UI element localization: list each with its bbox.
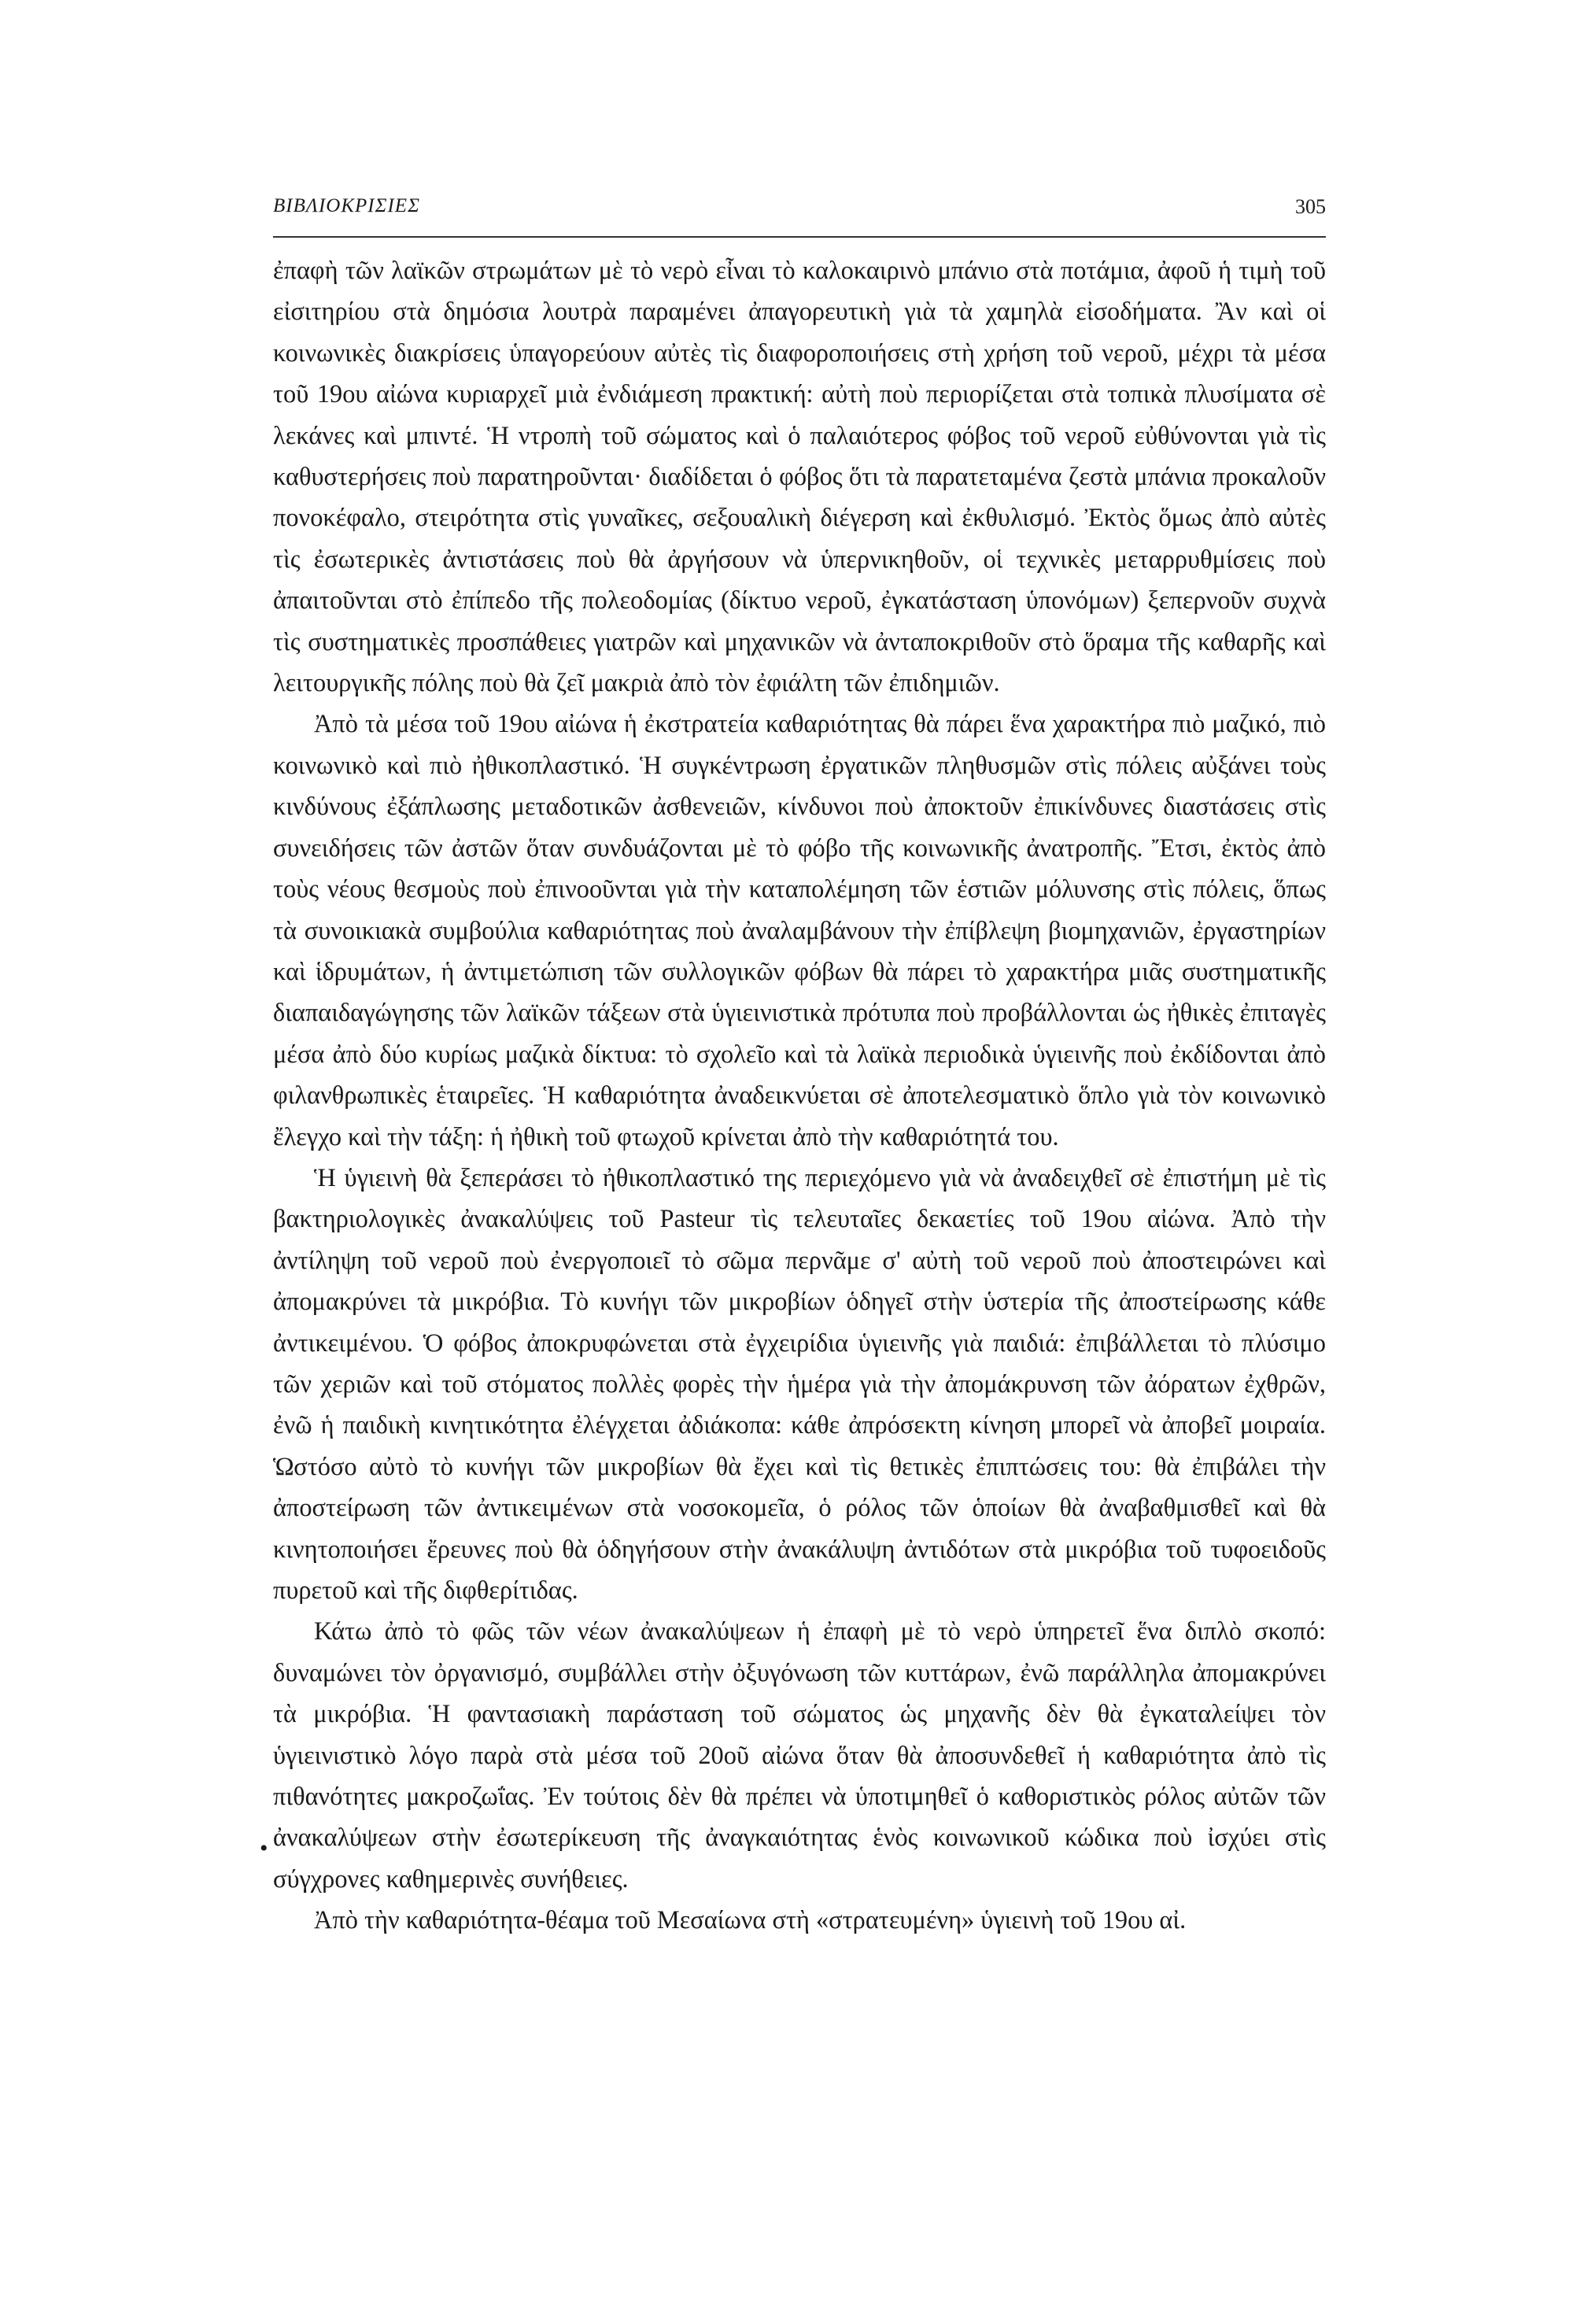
running-title: ΒΙΒΛΙΟΚΡΙΣΙΕΣ	[273, 195, 420, 216]
paragraph-5: Ἀπὸ τὴν καθαριότητα-θέαμα τοῦ Μεσαίωνα στὴ «στρατευμένη» ὑγιεινὴ τοῦ 19ου αἰ.	[314, 1906, 1187, 1935]
header-rule	[273, 236, 1326, 238]
paragraph-4: Κάτω ἀπὸ τὸ φῶς τῶν νέων ἀνακαλύψεων ἡ ἐπαφὴ μὲ τὸ νερὸ ὑπηρετεῖ ἕνα διπλὸ σκοπό: δυναμώνει τὸν ὀργανισμό, συμβάλλει στὴν ὀξυγόνωση τῶν κυττάρων, ἐνῶ παράλληλα ἀπομακρύνει τὰ μικρόβια. Ἡ φαντασιακὴ παράσταση τοῦ σώματος ὡς μηχανῆς δὲν θὰ ἐγκαταλείψει τὸν ὑγιεινιστικὸ λόγο παρὰ στὰ μέσα τοῦ 20οῦ αἰώνα ὅταν θὰ ἀποσυνδεθεῖ ἡ καθαριότητα ἀπὸ τὶς πιθανότητες μακροζωΐας. Ἐν τούτοις δὲν θὰ πρέπει νὰ ὑποτιμηθεῖ ὁ καθοριστικὸς ρόλος αὐτῶν τῶν ἀνακαλύψεων στὴν ἐσωτερίκευση τῆς ἀναγκαιότητας ἑνὸς κοινωνικοῦ κώδικα ποὺ ἰσχύει στὶς σύγχρονες καθημερινὲς συνήθειες.	[273, 1617, 1326, 1894]
paragraph-3: Ἡ ὑγιεινὴ θὰ ξεπεράσει τὸ ἠθικοπλαστικό της περιεχόμενο γιὰ νὰ ἀναδειχθεῖ σὲ ἐπιστήμη μὲ τὶς βακτηριολογικὲς ἀνακαλύψεις τοῦ Pasteur τὶς τελευταῖες δεκαετίες τοῦ 19ου αἰώνα. Ἀπὸ τὴν ἀντίληψη τοῦ νεροῦ ποὺ ἐνεργοποιεῖ τὸ σῶμα περνᾶμε σ' αὐτὴ τοῦ νεροῦ ποὺ ἀποστειρώνει καὶ ἀπομακρύνει τὰ μικρόβια. Τὸ κυνήγι τῶν μικροβίων ὁδηγεῖ στὴν ὑστερία τῆς ἀποστείρωσης κάθε ἀντικειμένου. Ὁ φόβος ἀποκρυφώνεται στὰ ἐγχειρίδια ὑγιεινῆς γιὰ παιδιά: ἐπιβάλλεται τὸ πλύσιμο τῶν χεριῶν καὶ τοῦ στόματος πολλὲς φορὲς τὴν ἡμέρα γιὰ τὴν ἀπομάκρυνση τῶν ἀόρατων ἐχθρῶν, ἐνῶ ἡ παιδικὴ κινητικότητα ἐλέγχεται ἀδιάκοπα: κάθε ἀπρόσεκτη κίνηση μπορεῖ νὰ ἀποβεῖ μοιραία. Ὡστόσο αὐτὸ τὸ κυνήγι τῶν μικροβίων θὰ ἔχει καὶ τὶς θετικὲς ἐπιπτώσεις του: θὰ ἐπιβάλει τὴν ἀποστείρωση τῶν ἀντικειμένων στὰ νοσοκομεῖα, ὁ ρόλος τῶν ὁποίων θὰ ἀναβαθμισθεῖ καὶ θὰ κινητοποιήσει ἔρευνες ποὺ θὰ ὁδηγήσουν στὴν ἀνακάλυψη ἀντιδότων στὰ μικρόβια τοῦ τυφοειδοῦς πυρετοῦ καὶ τῆς διφθερίτιδας.	[273, 1163, 1326, 1605]
paragraph-1: ἐπαφὴ τῶν λαϊκῶν στρωμάτων μὲ τὸ νερὸ εἶναι τὸ καλοκαιρινὸ μπάνιο στὰ ποτάμια, ἀφοῦ ἡ τιμὴ τοῦ εἰσιτηρίου στὰ δημόσια λουτρὰ παραμένει ἀπαγορευτικὴ γιὰ τὰ χαμηλὰ εἰσοδήματα. Ἂν καὶ οἱ κοινωνικὲς διακρίσεις ὑπαγορεύουν αὐτὲς τὶς διαφοροποιήσεις στὴ χρήση τοῦ νεροῦ, μέχρι τὰ μέσα τοῦ 19ου αἰώνα κυριαρχεῖ μιὰ ἐνδιάμεση πρακτική: αὐτὴ ποὺ περιορίζεται στὰ τοπικὰ πλυσίματα σὲ λεκάνες καὶ μπιντέ. Ἡ ντροπὴ τοῦ σώματος καὶ ὁ παλαιότερος φόβος τοῦ νεροῦ εὐθύνονται γιὰ τὶς καθυστερήσεις ποὺ παρατηροῦνται· διαδίδεται ὁ φόβος ὅτι τὰ παρατεταμένα ζεστὰ μπάνια προκαλοῦν πονοκέφαλο, στειρότητα στὶς γυναῖκες, σεξουαλικὴ διέγερση καὶ ἐκθυλισμό. Ἐκτὸς ὅμως ἀπὸ αὐτὲς τὶς ἐσωτερικὲς ἀντιστάσεις ποὺ θὰ ἀργήσουν νὰ ὑπερνικηθοῦν, οἱ τεχνικὲς μεταρρυθμίσεις ποὺ ἀπαιτοῦνται στὸ ἐπίπεδο τῆς πολεοδομίας (δίκτυο νεροῦ, ἐγκατάσταση ὑπονόμων) ξεπερνοῦν συχνὰ τὶς συστηματικὲς προσπάθειες γιατρῶν καὶ μηχανικῶν νὰ ἀνταποκριθοῦν στὸ ὅραμα τῆς καθαρῆς καὶ λειτουργικῆς πόλης ποὺ θὰ ζεῖ μακριὰ ἀπὸ τὸν ἐφιάλτη τῶν ἐπιδημιῶν.	[273, 257, 1326, 698]
stray-dot-mark: •	[260, 1835, 268, 1861]
page-number: 305	[1295, 195, 1326, 218]
running-header	[273, 195, 1326, 235]
paragraph-2: Ἀπὸ τὰ μέσα τοῦ 19ου αἰώνα ἡ ἐκστρατεία καθαριότητας θὰ πάρει ἕνα χαρακτήρα πιὸ μαζικό, πιὸ κοινωνικὸ καὶ πιὸ ἠθικοπλαστικό. Ἡ συγκέντρωση ἐργατικῶν πληθυσμῶν στὶς πόλεις αὐξάνει τοὺς κινδύνους ἐξάπλωσης μεταδοτικῶν ἀσθενειῶν, κίνδυνοι ποὺ ἀποκτοῦν ἐπικίνδυνες διαστάσεις στὶς συνειδήσεις τῶν ἀστῶν ὅταν συνδυάζονται μὲ τὸ φόβο τῆς κοινωνικῆς ἀνατροπῆς. Ἔτσι, ἐκτὸς ἀπὸ τοὺς νέους θεσμοὺς ποὺ ἐπινοοῦνται γιὰ τὴν καταπολέμηση τῶν ἑστιῶν μόλυνσης στὶς πόλεις, ὅπως τὰ συνοικιακὰ συμβούλια καθαριότητας ποὺ ἀναλαμβάνουν τὴν ἐπίβλεψη βιομηχανιῶν, ἐργαστηρίων καὶ ἱδρυμάτων, ἡ ἀντιμετώπιση τῶν συλλογικῶν φόβων θὰ πάρει τὸ χαρακτήρα μιᾶς συστηματικῆς διαπαιδαγώγησης τῶν λαϊκῶν τάξεων στὰ ὑγιεινιστικὰ πρότυπα ποὺ προβάλλονται ὡς ἠθικὲς ἐπιταγὲς μέσα ἀπὸ δύο κυρίως μαζικὰ δίκτυα: τὸ σχολεῖο καὶ τὰ λαϊκὰ περιοδικὰ ὑγιεινῆς ποὺ ἐκδίδονται ἀπὸ φιλανθρωπικὲς ἑταιρεῖες. Ἡ καθαριότητα ἀναδεικνύεται σὲ ἀποτελεσματικὸ ὅπλο γιὰ τὸν κοινωνικὸ ἔλεγχο καὶ τὴν τάξη: ἡ ἠθικὴ τοῦ φτωχοῦ κρίνεται ἀπὸ τὴν καθαριότητά του.	[273, 710, 1326, 1151]
body-text	[273, 250, 1326, 1942]
